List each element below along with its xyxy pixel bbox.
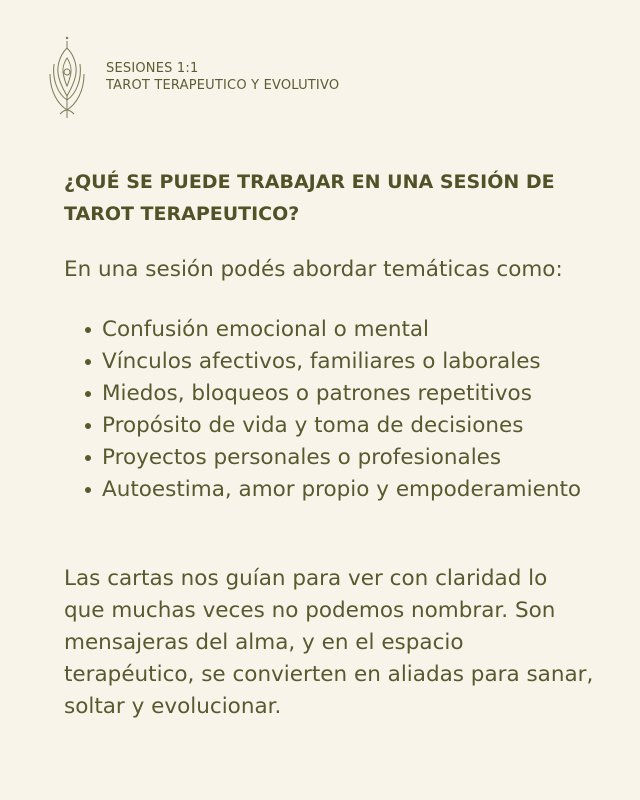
header-line-1: SESIONES 1:1 [106, 61, 199, 76]
list-item: Proyectos personales o profesionales [64, 442, 584, 474]
topics-list [64, 314, 584, 506]
page-title: ¿QUÉ SE PUEDE TRABAJAR EN UNA SESIÓN DE TAROT TERAPEUTICO? [64, 171, 555, 225]
list-item: Vínculos afectivos, familiares o laborales [64, 346, 584, 378]
list-item: Propósito de vida y toma de decisiones [64, 410, 584, 442]
list-item: Confusión emocional o mental [64, 314, 584, 346]
flame-leaf-icon [44, 34, 90, 120]
list-item: Autoestima, amor propio y empoderamiento [64, 474, 584, 506]
header-line-2: TAROT TERAPEUTICO Y EVOLUTIVO [106, 78, 340, 93]
list-item: Miedos, bloqueos o patrones repetitivos [64, 378, 584, 410]
header-text [106, 60, 339, 94]
intro-text: En una sesión podés abordar temáticas como: [64, 257, 563, 282]
header [44, 34, 339, 120]
closing-text: Las cartas nos guían para ver con claridad lo que muchas veces no podemos nombrar. Son mensajeras del alma, y en el espacio terapéutico, se convierten en aliadas para sanar, soltar y evolucionar. [64, 566, 594, 719]
